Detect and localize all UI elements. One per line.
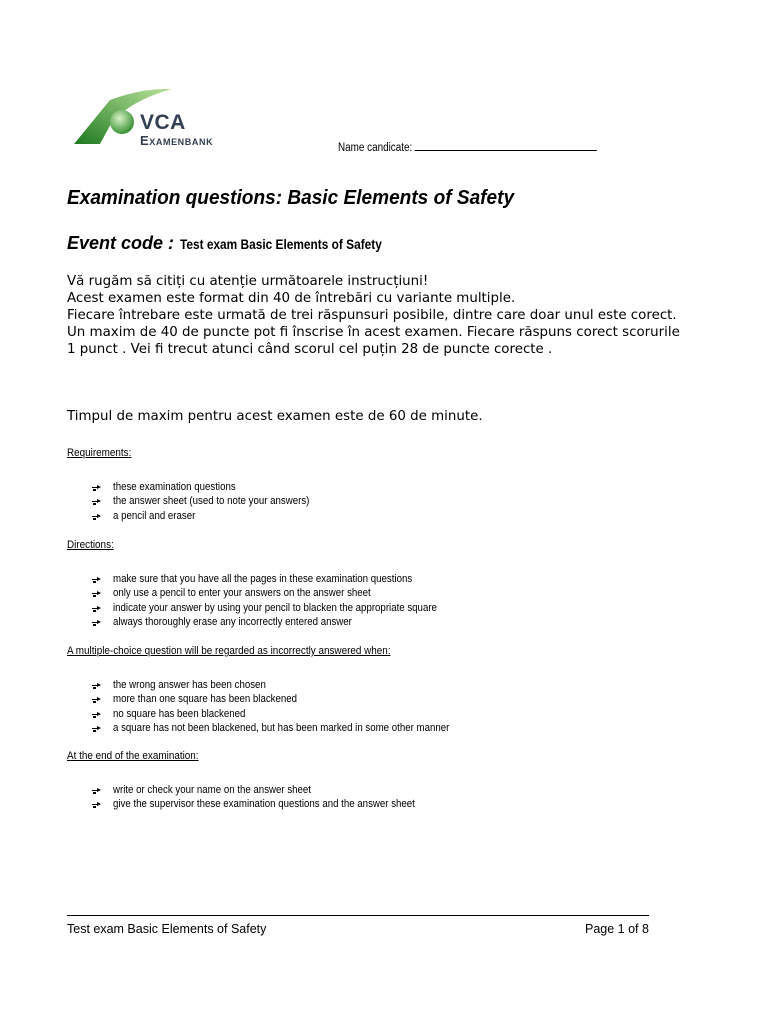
pointing-hand-icon	[92, 681, 101, 689]
section-heading-directions: Directions:	[67, 539, 114, 551]
pointing-hand-icon	[92, 483, 101, 491]
instruction-line: Fiecare întrebare este urmată de trei răspunsuri posibile, dintre care doar unul este corect.	[67, 308, 677, 323]
page-number: Page 1 of 8	[585, 922, 649, 936]
instruction-line: Vă rugăm să citiți cu atenție următoarele instrucțiuni!	[67, 274, 429, 289]
pointing-hand-icon	[92, 575, 101, 583]
pointing-hand-icon	[92, 695, 101, 703]
pointing-hand-icon	[92, 497, 101, 505]
pointing-hand-icon	[92, 786, 101, 794]
event-code-label: Event code :	[67, 233, 175, 253]
page-title: Examination questions: Basic Elements of Safety	[67, 186, 515, 209]
pointing-hand-icon	[92, 710, 101, 718]
pointing-hand-icon	[92, 512, 101, 520]
time-limit-text: Timpul de maxim pentru acest examen este de 60 de minute.	[67, 409, 483, 424]
logo-subtitle: Examenbank	[140, 133, 214, 148]
pointing-hand-icon	[92, 604, 101, 612]
logo-wordmark: VCA	[140, 111, 186, 134]
candidate-name-blank[interactable]	[415, 140, 597, 151]
instructions-block	[67, 273, 687, 358]
vca-logo	[72, 86, 242, 148]
footer-title: Test exam Basic Elements of Safety	[67, 922, 267, 936]
instruction-line: Acest examen este format din 40 de întrebări cu variante multiple.	[67, 291, 516, 306]
section-heading-requirements: Requirements:	[67, 447, 132, 459]
event-code	[67, 233, 409, 254]
footer-divider	[67, 915, 649, 916]
pointing-hand-icon	[92, 724, 101, 732]
pointing-hand-icon	[92, 589, 101, 597]
candidate-name-field[interactable]	[338, 140, 597, 154]
section-heading-incorrect-answers: A multiple-choice question will be regarded as incorrectly answered when:	[67, 645, 391, 657]
instruction-line: Un maxim de 40 de puncte pot fi înscrise în acest examen. Fiecare răspuns corect scorurile 1 punct . Vei fi trecut atunci când scorul cel puțin 28 de puncte corecte .	[67, 325, 680, 357]
pointing-hand-icon	[92, 800, 101, 808]
event-code-value: Test exam Basic Elements of Safety	[180, 237, 382, 252]
section-heading-end-of-exam: At the end of the examination:	[67, 750, 199, 762]
candidate-name-label: Name candicate:	[338, 142, 413, 154]
pointing-hand-icon	[92, 618, 101, 626]
